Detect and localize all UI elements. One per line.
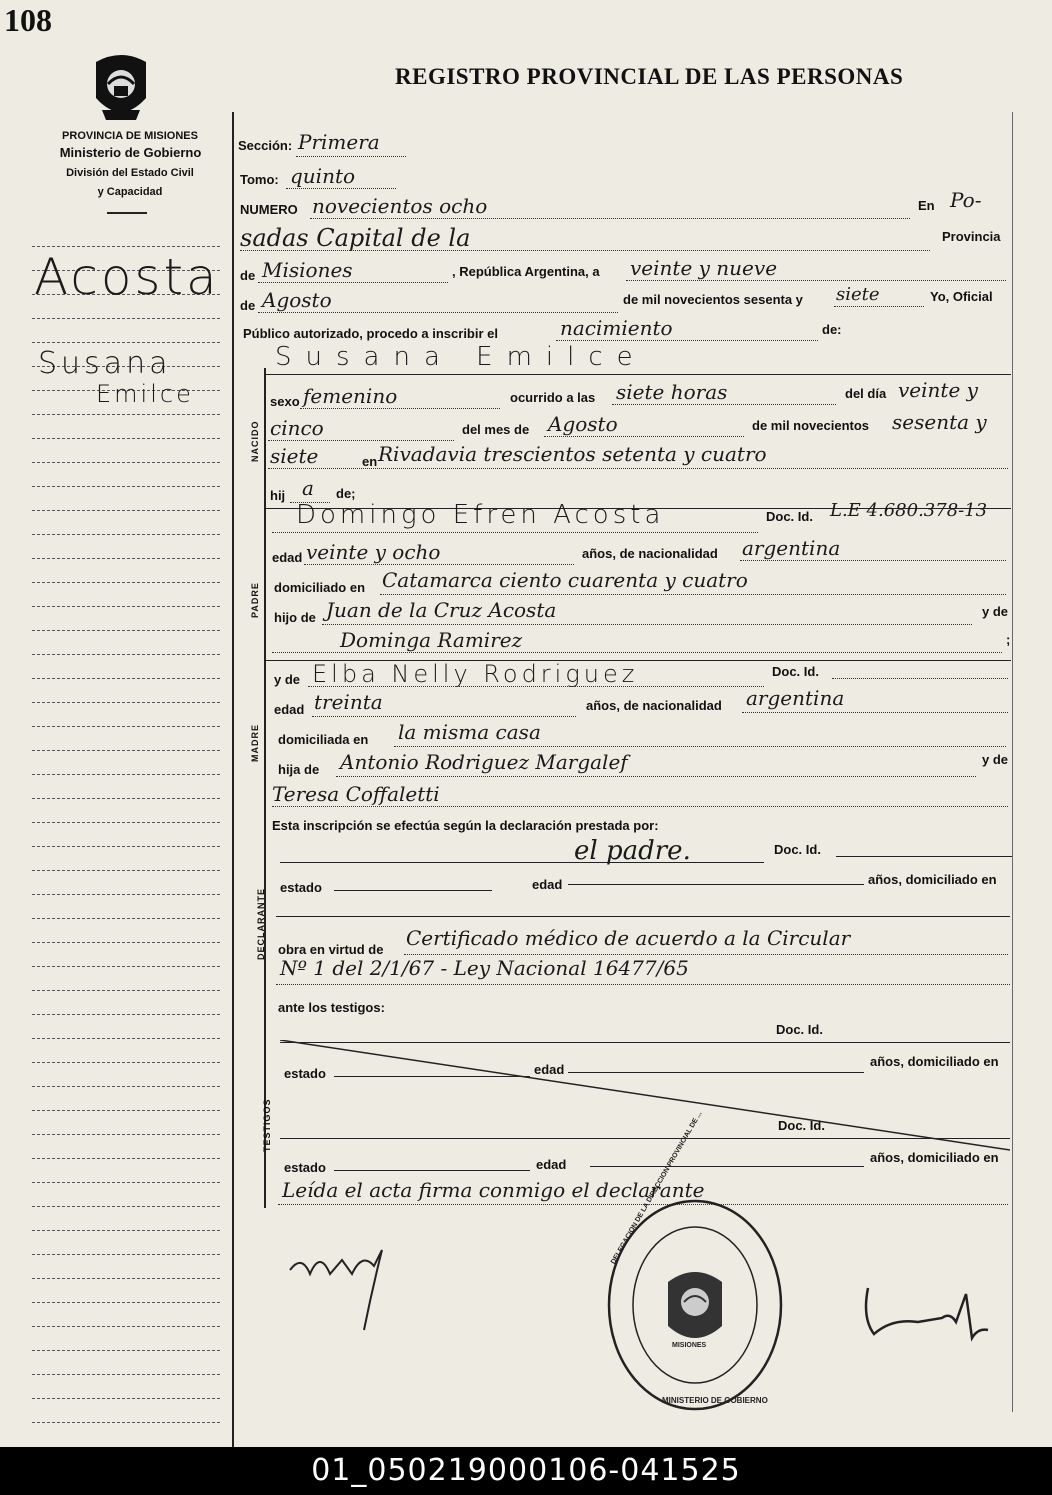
provincial-seal-icon: [88, 48, 154, 128]
hij-label: hij: [270, 488, 286, 503]
footer-id: 01_050219000106-041525: [0, 1447, 1052, 1495]
stamp-outer-text: DELEGACION DE LA DIRECCION PROVINCIAL DE ...: [610, 1110, 704, 1266]
testigo1-estado-label: estado: [284, 1066, 326, 1081]
madre-edad-value: treinta: [314, 690, 383, 714]
hij-suffix: a: [302, 476, 314, 500]
madre-value: Elba Nelly Rodriguez: [312, 660, 639, 688]
declaracion-label: Esta inscripción se efectúa según la declaración prestada por:: [272, 818, 659, 833]
sexo-value: femenino: [303, 384, 398, 408]
margin-given-2: Emilce: [96, 380, 194, 408]
hija-de-label: hija de: [278, 762, 320, 777]
nombre-value: Susana Emilce: [275, 342, 647, 372]
testigo2-estado-label: estado: [284, 1160, 326, 1175]
ocurrido-label: ocurrido a las: [510, 390, 596, 405]
seccion-value: Primera: [298, 130, 380, 154]
testigo-strikeout: [280, 1040, 1010, 1160]
de-semicolon-label: de;: [336, 486, 356, 501]
en-value: Po-: [950, 188, 982, 212]
page-number: 108: [4, 2, 52, 38]
capacity-name: y Capacidad: [97, 186, 163, 198]
anio-nac-1-value: sesenta y: [892, 410, 987, 434]
mes-nac-value: Agosto: [548, 412, 618, 436]
obra-value-2: Nº 1 del 2/1/67 - Ley Nacional 16477/65: [280, 956, 689, 980]
acto-value: nacimiento: [560, 316, 673, 340]
lugar-nac-value: Rivadavia trescientos setenta y cuatro: [378, 442, 767, 466]
padre-edad-value: veinte y ocho: [306, 540, 441, 564]
anio-value: siete: [836, 284, 880, 305]
provincia-value: Misiones: [262, 258, 353, 282]
stamp-inner-text: MISIONES: [672, 1342, 707, 1349]
cierre-value: Leída el acta firma conmigo el declarante: [282, 1178, 705, 1202]
madre-edad-label: edad: [274, 702, 305, 717]
declarant-signature-icon: [848, 1278, 1008, 1348]
dia-value: veinte y nueve: [630, 256, 778, 280]
side-label-nacido: NACIDO: [250, 420, 260, 462]
de-mil-label: de mil novecientos: [752, 418, 870, 433]
testigo1-doc-label: Doc. Id.: [776, 1022, 823, 1037]
provincia-label: Provincia: [942, 229, 1001, 244]
padre-edad-label: edad: [272, 550, 303, 565]
padre-value: Domingo Efren Acosta: [296, 500, 665, 530]
en-label: En: [918, 198, 935, 213]
hora-value: siete horas: [616, 380, 728, 404]
republica-label: , República Argentina, a: [452, 264, 600, 279]
padre-dom-label: domiciliado en: [274, 580, 366, 595]
del-mes-label: del mes de: [462, 422, 530, 437]
de-label-1: de: [240, 268, 256, 283]
dia-nac-2-value: cinco: [270, 416, 324, 440]
en-lc-label: en: [362, 454, 378, 469]
tomo-label: Tomo:: [240, 172, 279, 187]
officer-signature-icon: [280, 1230, 410, 1340]
tomo-value: quinto: [290, 164, 356, 188]
abuelo-pat-value: Juan de la Cruz Acosta: [326, 598, 557, 622]
padre-doc-label: Doc. Id.: [766, 509, 813, 524]
hijo-de-label: hijo de: [274, 610, 316, 625]
side-label-declarante: DECLARANTE: [256, 888, 266, 960]
ministry-name: Ministerio de Gobierno: [59, 145, 202, 160]
del-dia-label: del día: [845, 386, 887, 401]
declarante-doc-label: Doc. Id.: [774, 842, 821, 857]
testigo2-edad-label: edad: [536, 1157, 567, 1172]
abuela-pat-value: Dominga Ramirez: [340, 628, 523, 652]
lugar-value: sadas Capital de la: [240, 224, 471, 252]
declarante-value: el padre.: [574, 836, 691, 866]
declarante-estado-label: estado: [280, 880, 322, 895]
madre-dom-label: domiciliada en: [278, 732, 369, 747]
padre-y-de-label: y de: [982, 604, 1009, 619]
margin-surname: Acosta: [34, 248, 220, 306]
declarante-edad-label: edad: [532, 877, 563, 892]
abuela-mat-value: Teresa Coffaletti: [272, 782, 440, 806]
padre-semicolon: ;: [1006, 632, 1011, 647]
obra-label: obra en virtud de: [278, 942, 384, 957]
mes-value: Agosto: [262, 288, 332, 312]
numero-label: NUMERO: [240, 202, 298, 217]
padre-nac-label: años, de nacionalidad: [582, 546, 718, 561]
division-name: División del Estado Civil: [66, 167, 194, 179]
testigo2-doc-label: Doc. Id.: [778, 1118, 825, 1133]
madre-y-de-label-2: y de: [982, 752, 1009, 767]
padre-nac-value: argentina: [742, 536, 841, 560]
madre-doc-label: Doc. Id.: [772, 664, 819, 679]
madre-nac-label: años, de nacionalidad: [586, 698, 722, 713]
side-label-testigos: TESTIGOS: [262, 1098, 272, 1152]
abuelo-mat-value: Antonio Rodriguez Margalef: [340, 750, 628, 774]
madre-nac-value: argentina: [746, 686, 845, 710]
anio-nac-2-value: siete: [270, 444, 319, 468]
madre-dom-value: la misma casa: [398, 720, 541, 744]
dia-nac-1-value: veinte y: [898, 378, 978, 402]
de-colon-label: de:: [822, 322, 842, 337]
stamp-bottom-text: MINISTERIO DE GOBIERNO: [662, 1396, 768, 1405]
testigo1-dom-label: años, domiciliado en: [870, 1054, 999, 1069]
sexo-label: sexo: [270, 394, 300, 409]
testigo1-edad-label: edad: [534, 1062, 565, 1077]
side-label-padre: PADRE: [250, 582, 260, 618]
de-label-2: de: [240, 298, 256, 313]
testigo2-dom-label: años, domiciliado en: [870, 1150, 999, 1165]
margin-given-1: Susana: [38, 346, 172, 381]
side-label-madre: MADRE: [250, 724, 260, 762]
padre-doc-value: L.E 4.680.378-13: [830, 500, 988, 521]
publico-label: Público autorizado, procedo a inscribir el: [243, 326, 498, 341]
mil-sesenta-label: de mil novecientos sesenta y: [623, 292, 803, 307]
numero-value: novecientos ocho: [312, 194, 488, 218]
obra-value-1: Certificado médico de acuerdo a la Circular: [406, 926, 851, 950]
province-name: PROVINCIA DE MISIONES: [62, 130, 198, 142]
seccion-label: Sección:: [238, 138, 293, 153]
register-title: REGISTRO PROVINCIAL DE LAS PERSONAS: [395, 64, 904, 89]
testigos-label: ante los testigos:: [278, 1000, 385, 1015]
madre-y-de-label: y de: [274, 672, 301, 687]
declarante-dom-label: años, domiciliado en: [868, 872, 997, 887]
yo-oficial-label: Yo, Oficial: [930, 289, 993, 304]
padre-dom-value: Catamarca ciento cuarenta y cuatro: [382, 568, 748, 592]
